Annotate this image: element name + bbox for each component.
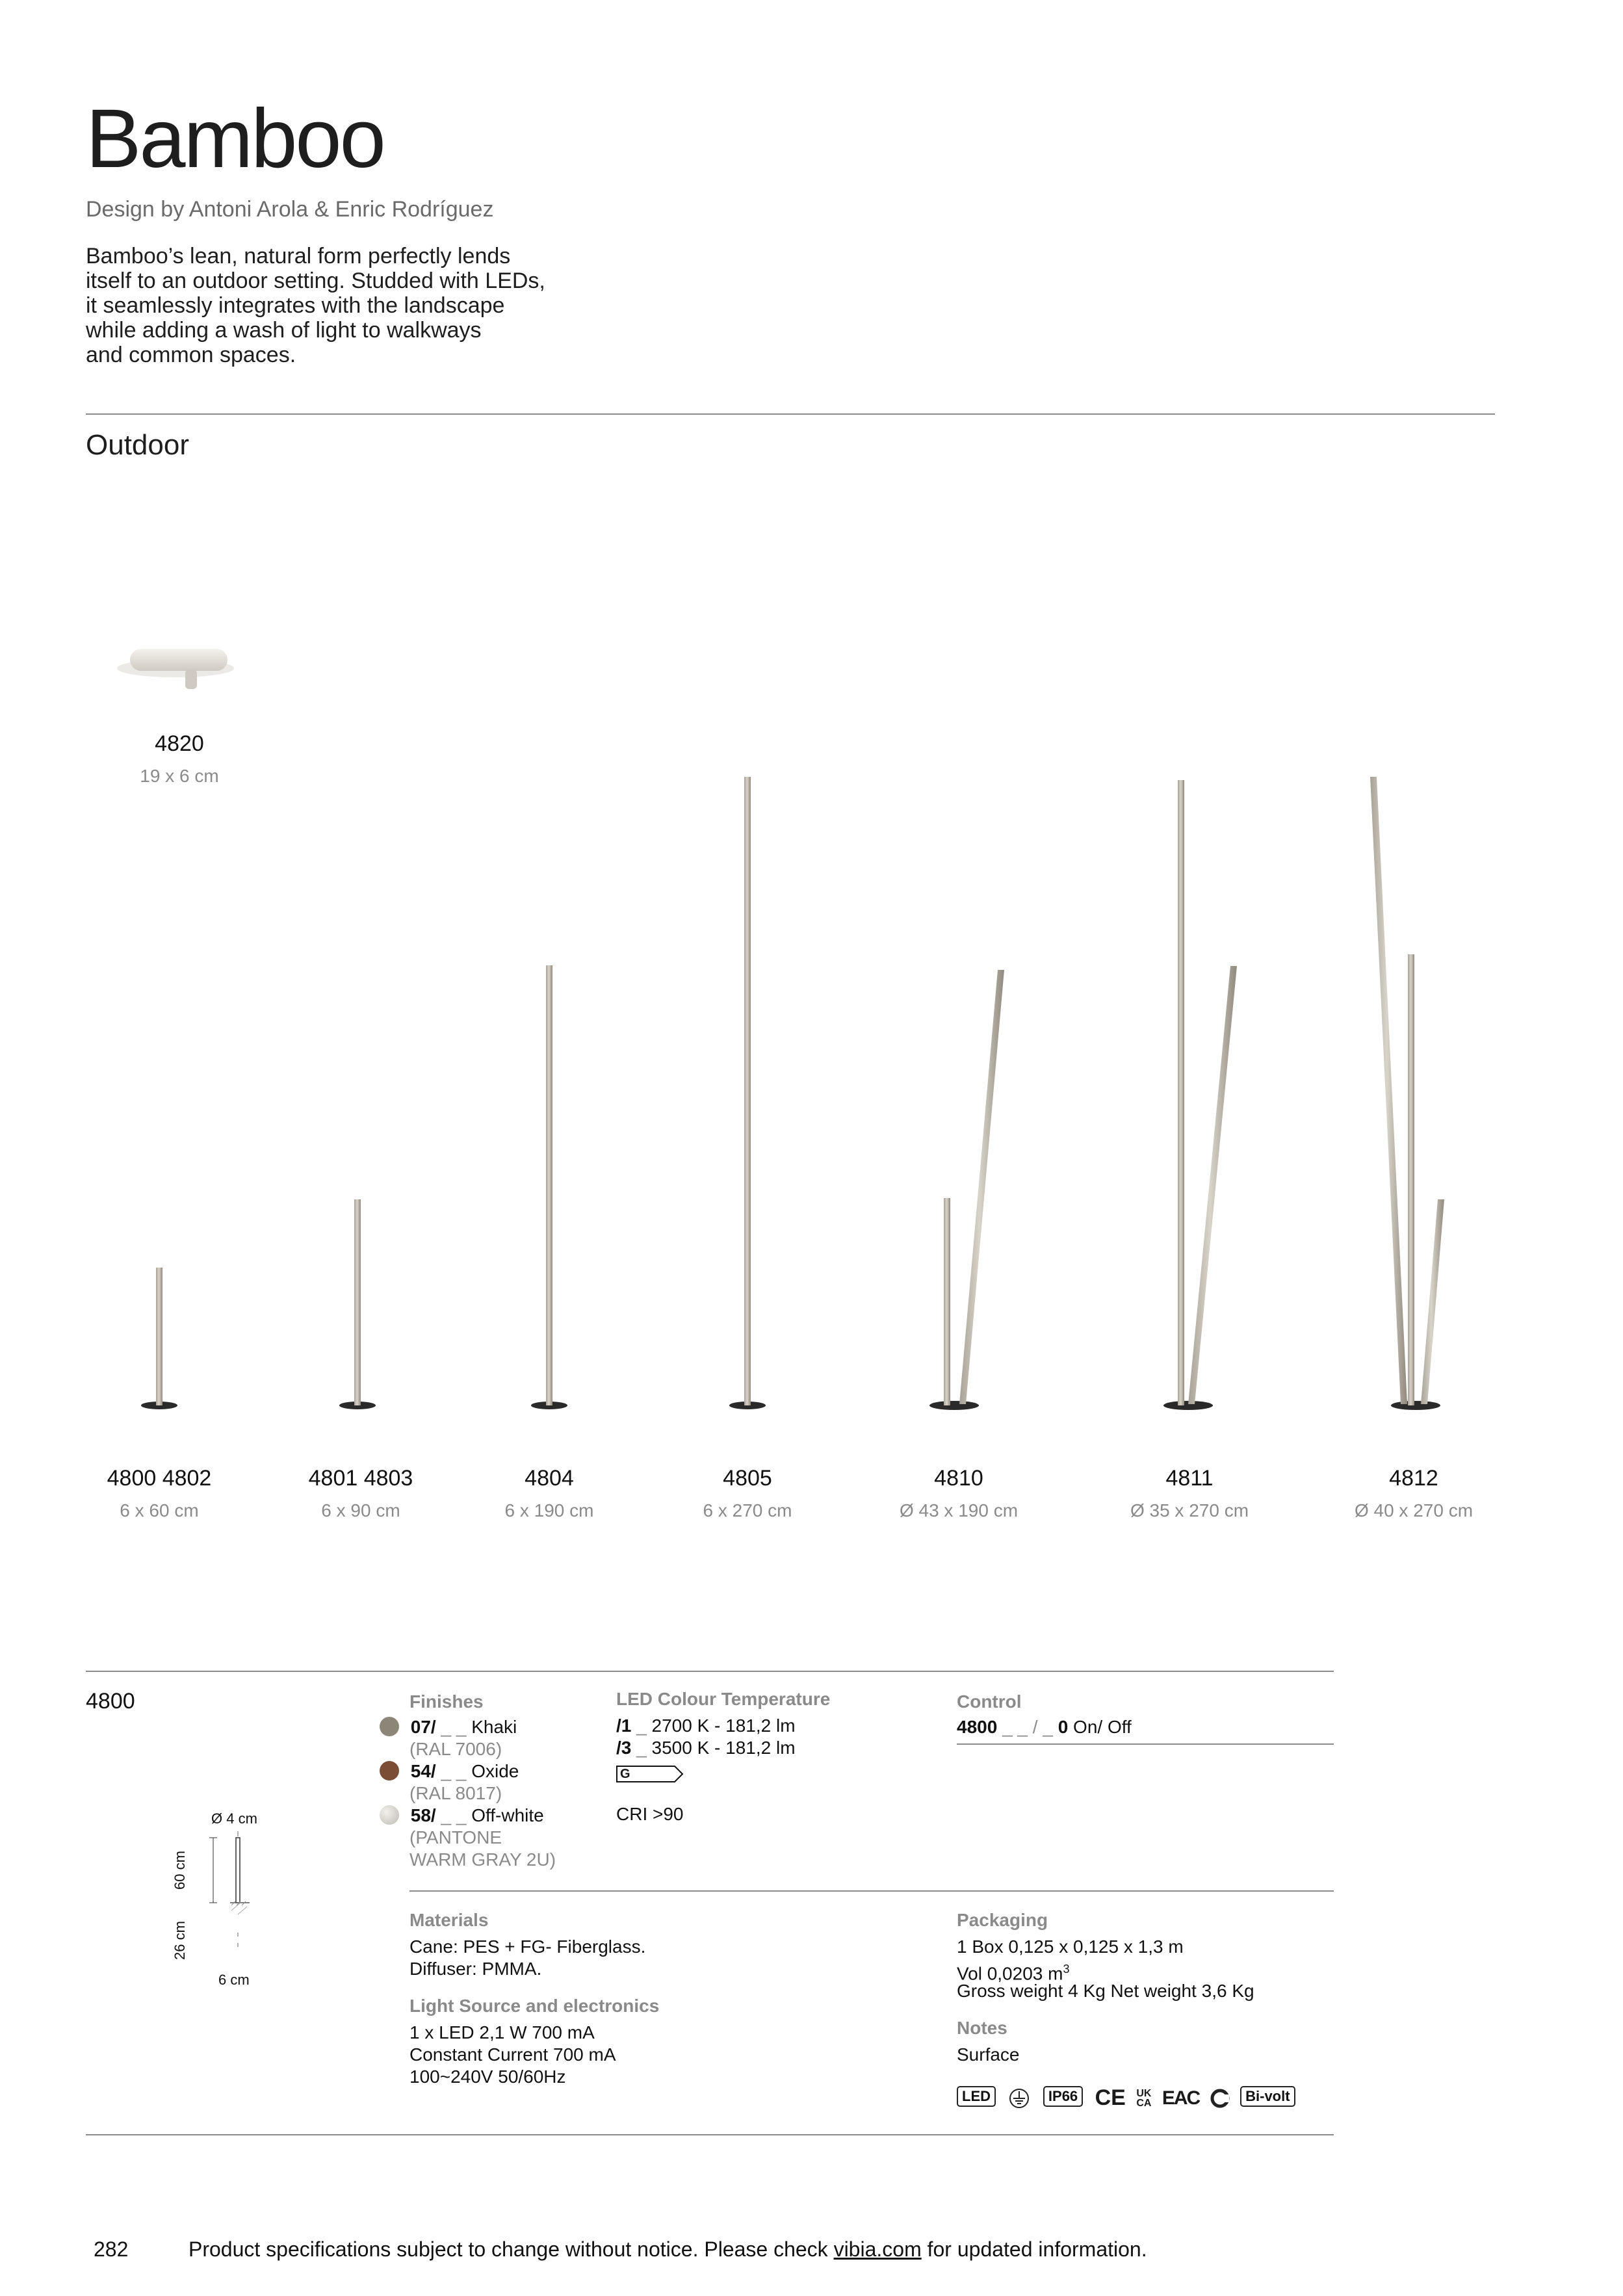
lamp-4804-illustration <box>531 965 567 1409</box>
product-code: 4801 4803 <box>308 1466 413 1491</box>
spec-product-code: 4800 <box>86 1689 135 1714</box>
product-code: 4811 <box>1165 1466 1214 1491</box>
eac-mark: EAC <box>1162 2087 1200 2109</box>
spec-bottom-divider <box>86 2134 1334 2135</box>
led-spec: 3500 K - 181,2 lm <box>651 1738 796 1758</box>
control-option-text: On/ Off <box>1068 1717 1132 1737</box>
spec-middle-divider <box>409 1890 1334 1892</box>
intro-line: while adding a wash of light to walkways <box>86 318 482 343</box>
light-source-label: Light Source and electronics <box>409 1996 660 2016</box>
bivolt-badge: Bi-volt <box>1240 2086 1295 2107</box>
cert-emblem-icon <box>1210 2089 1230 2108</box>
footer-text-end: for updated information. <box>921 2237 1147 2261</box>
intro-line: itself to an outdoor setting. Studded with LEDs, <box>86 268 545 293</box>
led-code: /1 <box>616 1715 632 1736</box>
led-temperature-label: LED Colour Temperature <box>616 1689 831 1709</box>
ukca-top: UK <box>1136 2087 1152 2099</box>
control-code <box>957 1716 1132 1738</box>
finish-code: 07/ <box>410 1717 436 1737</box>
ukca-bottom: CA <box>1136 2097 1152 2109</box>
product-4812 <box>1316 1466 1511 1521</box>
finish-code: 58/ <box>410 1805 436 1825</box>
materials-label: Materials <box>409 1910 489 1930</box>
product-code: 4804 <box>525 1466 574 1491</box>
intro-line: it seamlessly integrates with the landscape <box>86 293 505 318</box>
finish-name: Off-white <box>471 1805 544 1825</box>
packaging-volume-value: Vol 0,0203 m <box>957 1963 1063 1984</box>
light-source-line: Constant Current 700 mA <box>409 2044 616 2065</box>
led-option-2700 <box>616 1715 796 1737</box>
finish-ref-2: WARM GRAY 2U) <box>409 1849 556 1870</box>
intro-line: Bamboo’s lean, natural form perfectly lends <box>86 244 511 268</box>
finish-name: Oxide <box>471 1761 519 1781</box>
packaging-weight: Gross weight 4 Kg Net weight 3,6 Kg <box>957 1981 1254 2001</box>
product-4804 <box>468 1466 630 1521</box>
finish-ref: (PANTONE <box>409 1827 502 1847</box>
product-4811 <box>1092 1466 1287 1521</box>
light-source-line: 100~240V 50/60Hz <box>409 2067 566 2087</box>
finish-suffix: _ _ <box>435 1805 472 1825</box>
technical-drawing <box>172 1810 305 1992</box>
certifications-row <box>957 2085 1295 2110</box>
product-dimensions: Ø 40 x 270 cm <box>1354 1500 1474 1520</box>
led-code: /3 <box>616 1738 632 1758</box>
product-dimensions: 6 x 190 cm <box>504 1500 594 1520</box>
ukca-mark <box>1136 2089 1151 2108</box>
product-dimensions: 6 x 90 cm <box>321 1500 400 1520</box>
finish-suffix: _ _ <box>435 1717 472 1737</box>
energy-class: G <box>620 1767 630 1781</box>
energy-class-label <box>616 1766 684 1782</box>
finish-ref: (RAL 8017) <box>409 1783 502 1803</box>
led-option-3500 <box>616 1737 796 1759</box>
finish-offwhite <box>380 1805 544 1827</box>
finish-code: 54/ <box>410 1761 436 1781</box>
footer-link[interactable]: vibia.com <box>833 2237 922 2261</box>
materials-line: Cane: PES + FG- Fiberglass. <box>409 1937 646 1957</box>
control-placeholder: _ _ / _ <box>997 1717 1058 1737</box>
oxide-swatch <box>380 1761 399 1781</box>
led-suffix: _ <box>631 1715 652 1736</box>
drawing-base-width: 6 cm <box>218 1972 250 1988</box>
spec-top-divider <box>86 1671 1334 1672</box>
drawing-lamp-outline <box>175 1829 305 1972</box>
product-4800-4802 <box>78 1466 240 1521</box>
packaging-box: 1 Box 0,125 x 0,125 x 1,3 m <box>957 1937 1184 1957</box>
materials-line: Diffuser: PMMA. <box>409 1959 542 1979</box>
product-dimensions: 6 x 60 cm <box>120 1500 199 1520</box>
drawing-height-base: 26 cm <box>172 1921 188 1960</box>
product-code: 4800 4802 <box>107 1466 212 1491</box>
product-code: 4820 <box>155 731 204 756</box>
control-option-code: 0 <box>1058 1717 1069 1737</box>
product-code: 4812 <box>1389 1466 1438 1491</box>
finish-khaki <box>380 1716 517 1738</box>
cri-value: CRI >90 <box>616 1804 684 1824</box>
class-ii-earth-icon <box>1007 2088 1031 2109</box>
lamp-4811-illustration <box>1163 780 1237 1410</box>
finish-suffix: _ _ <box>435 1761 472 1781</box>
ce-mark: CE <box>1095 2085 1126 2110</box>
product-dimensions: 6 x 270 cm <box>703 1500 792 1520</box>
drawing-diameter: Ø 4 cm <box>211 1810 257 1827</box>
product-4801-4803 <box>279 1466 442 1521</box>
product-dimensions: Ø 43 x 190 cm <box>899 1500 1019 1520</box>
finish-oxide <box>380 1760 519 1782</box>
product-4820 <box>114 731 244 787</box>
lamp-4805-illustration <box>729 777 766 1409</box>
lamp-4820-illustration <box>117 649 234 689</box>
light-source-line: 1 x LED 2,1 W 700 mA <box>409 2022 595 2042</box>
lamp-4810-illustration <box>929 970 1004 1410</box>
khaki-swatch <box>380 1717 399 1736</box>
product-code: 4810 <box>934 1466 983 1491</box>
lamp-4800-illustration <box>141 1268 177 1409</box>
page-number: 282 <box>94 2237 129 2261</box>
footer-disclaimer <box>188 2237 1147 2262</box>
intro-line: and common spaces. <box>86 343 296 367</box>
ip-rating-badge: IP66 <box>1043 2086 1083 2107</box>
control-underline <box>957 1743 1334 1745</box>
lamp-4812-illustration <box>1370 777 1444 1410</box>
product-dimensions: Ø 35 x 270 cm <box>1130 1500 1249 1520</box>
led-suffix: _ <box>631 1738 652 1758</box>
led-badge: LED <box>957 2086 996 2107</box>
product-dimensions: 19 x 6 cm <box>140 766 219 786</box>
notes-label: Notes <box>957 2018 1007 2038</box>
packaging-volume-unit-exponent: 3 <box>1063 1963 1070 1976</box>
section-title: Outdoor <box>86 429 189 461</box>
packaging-label: Packaging <box>957 1910 1048 1930</box>
finish-ref: (RAL 7006) <box>409 1739 502 1759</box>
product-4805 <box>666 1466 829 1521</box>
control-label: Control <box>957 1691 1022 1712</box>
drawing-height-total: 60 cm <box>172 1851 188 1890</box>
led-spec: 2700 K - 181,2 lm <box>651 1715 796 1736</box>
notes-text: Surface <box>957 2044 1020 2065</box>
page-title: Bamboo <box>86 92 384 185</box>
offwhite-swatch <box>380 1805 399 1825</box>
designer-byline: Design by Antoni Arola & Enric Rodríguez <box>86 197 494 222</box>
product-code: 4805 <box>723 1466 772 1491</box>
footer-text: Product specifications subject to change without notice. Please check <box>188 2237 834 2261</box>
lamp-4801-illustration <box>339 1199 376 1409</box>
finish-name: Khaki <box>471 1717 517 1737</box>
control-product-code: 4800 <box>957 1717 998 1737</box>
product-4810 <box>861 1466 1056 1521</box>
finishes-label: Finishes <box>409 1691 484 1712</box>
